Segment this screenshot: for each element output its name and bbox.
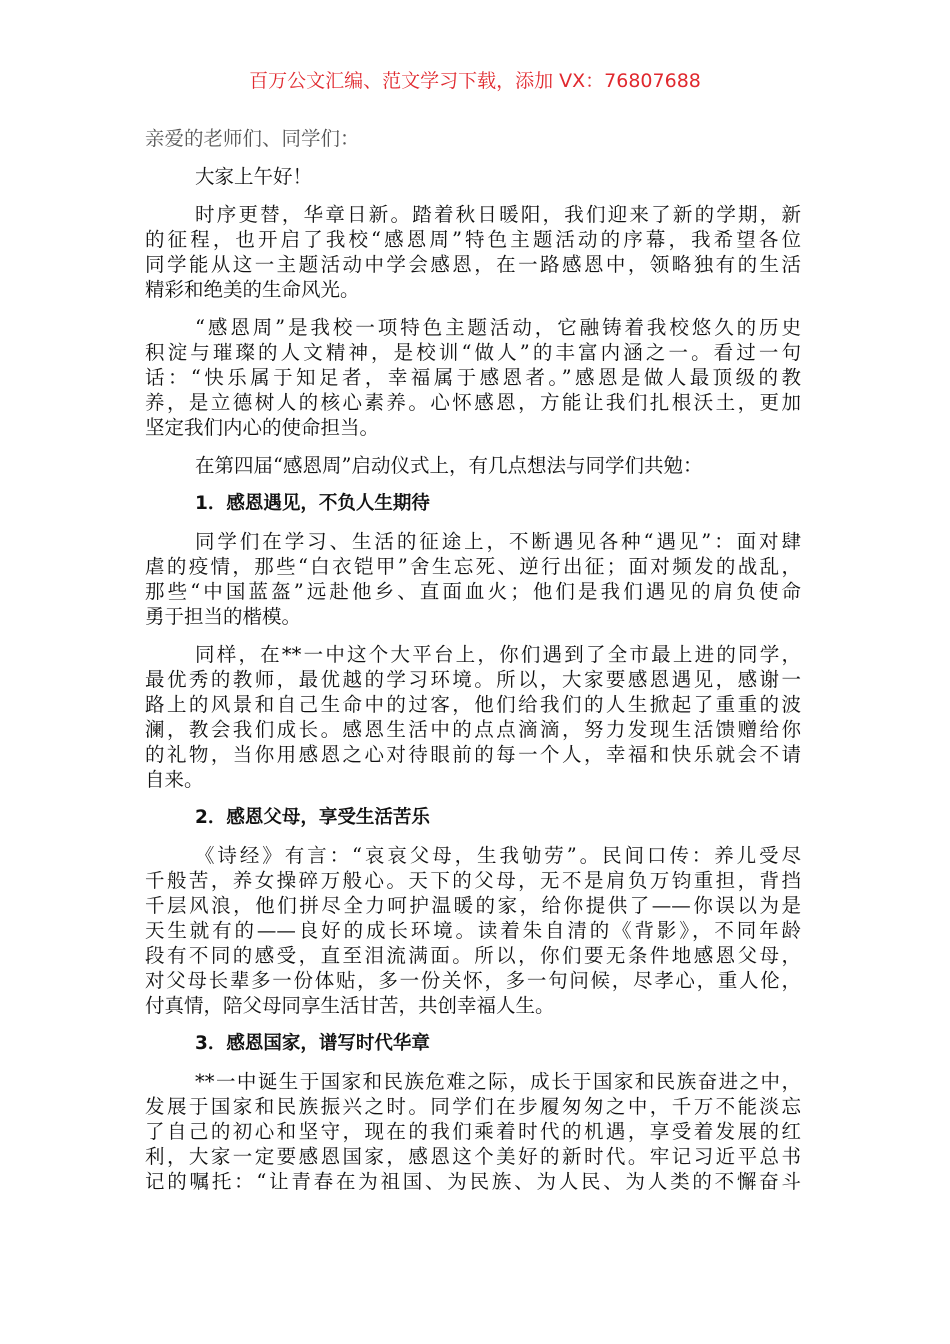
- paragraph-line: 的礼物，当你用感恩之心对待眼前的每一个人，幸福和快乐就会不请: [145, 743, 801, 766]
- paragraph-line: 记的嘱托：“让青春在为祖国、为民族、为人民、为人类的不懈奋斗: [145, 1170, 801, 1193]
- paragraph-line: “感恩周”是我校一项特色主题活动，它融铸着我校悠久的历史: [195, 316, 801, 339]
- paragraph-line: 路上的风景和自己生命中的过客，他们给我们的人生掀起了重重的波: [145, 693, 801, 716]
- paragraph-line: 虐的疫情，那些“白衣铠甲”舍生忘死、逆行出征；面对频发的战乱，: [145, 555, 801, 578]
- section-heading: 2．感恩父母，享受生活苦乐: [195, 807, 430, 828]
- salutation: 亲爱的老师们、同学们：: [145, 127, 360, 150]
- greeting: 大家上午好！: [195, 165, 313, 188]
- paragraph-line: 同学们在学习、生活的征途上，不断遇见各种“遇见”：面对肆: [195, 530, 801, 553]
- paragraph-line: 付真情，陪父母同享生活甘苦，共创幸福人生。: [145, 994, 555, 1017]
- paragraph-line: 发展于国家和民族振兴之时。同学们在步履匆匆之中，千万不能淡忘: [145, 1095, 801, 1118]
- paragraph-line: 段有不同的感受，直至泪流满面。所以，你们要无条件地感恩父母，: [145, 944, 801, 967]
- paragraph-line: 自来。: [145, 768, 204, 791]
- paragraph-line: 千般苦，养女操碎万般心。天下的父母，无不是肩负万钧重担，背挡: [145, 869, 801, 892]
- paragraph-line: 精彩和绝美的生命风光。: [145, 278, 360, 301]
- paragraph-line: 坚定我们内心的使命担当。: [145, 416, 380, 439]
- paragraph-line: 对父母长辈多一份体贴，多一份关怀，多一句问候，尽孝心，重人伦，: [145, 969, 801, 992]
- paragraph-line: 话：“快乐属于知足者，幸福属于感恩者。”感恩是做人最顶级的教: [145, 366, 801, 389]
- paragraph-line: 那些“中国蓝盔”远赴他乡、直面血火；他们是我们遇见的肩负使命: [145, 580, 801, 603]
- paragraph-line: 勇于担当的楷模。: [145, 605, 302, 628]
- section-heading: 1．感恩遇见，不负人生期待: [195, 493, 430, 514]
- paragraph-line: 在第四届“感恩周”启动仪式上，有几点想法与同学们共勉：: [195, 454, 703, 477]
- paragraph-line: 《诗经》有言：“哀哀父母，生我劬劳”。民间口传：养儿受尽: [195, 844, 801, 867]
- paragraph-line: 天生就有的——良好的成长环境。读着朱自清的《背影》，不同年龄: [145, 919, 801, 942]
- paragraph-line: 同学能从这一主题活动中学会感恩，在一路感恩中，领略独有的生活: [145, 253, 801, 276]
- paragraph-line: **一中诞生于国家和民族危难之际，成长于国家和民族奋进之中，: [195, 1070, 801, 1093]
- paragraph-line: 时序更替，华章日新。踏着秋日暖阳，我们迎来了新的学期，新: [195, 203, 801, 226]
- paragraph-line: 积淀与璀璨的人文精神，是校训“做人”的丰富内涵之一。看过一句: [145, 341, 801, 364]
- watermark-header: 百万公文汇编、范文学习下载，添加 VX：76807688: [249, 70, 701, 92]
- paragraph-line: 澜，教会我们成长。感恩生活中的点点滴滴，努力发现生活馈赠给你: [145, 718, 801, 741]
- paragraph-line: 的征程，也开启了我校“感恩周”特色主题活动的序幕，我希望各位: [145, 228, 801, 251]
- paragraph-line: 了自己的初心和坚守，现在的我们乘着时代的机遇，享受着发展的红: [145, 1120, 801, 1143]
- paragraph-line: 同样，在**一中这个大平台上，你们遇到了全市最上进的同学，: [195, 643, 801, 666]
- section-heading: 3．感恩国家，谱写时代华章: [195, 1033, 430, 1054]
- paragraph-line: 养，是立德树人的核心素养。心怀感恩，方能让我们扎根沃土，更加: [145, 391, 801, 414]
- paragraph-line: 千层风浪，他们拼尽全力呵护温暖的家，给你提供了——你误以为是: [145, 894, 801, 917]
- paragraph-line: 最优秀的教师，最优越的学习环境。所以，大家要感恩遇见，感谢一: [145, 668, 801, 691]
- paragraph-line: 利，大家一定要感恩国家，感恩这个美好的新时代。牢记习近平总书: [145, 1145, 801, 1168]
